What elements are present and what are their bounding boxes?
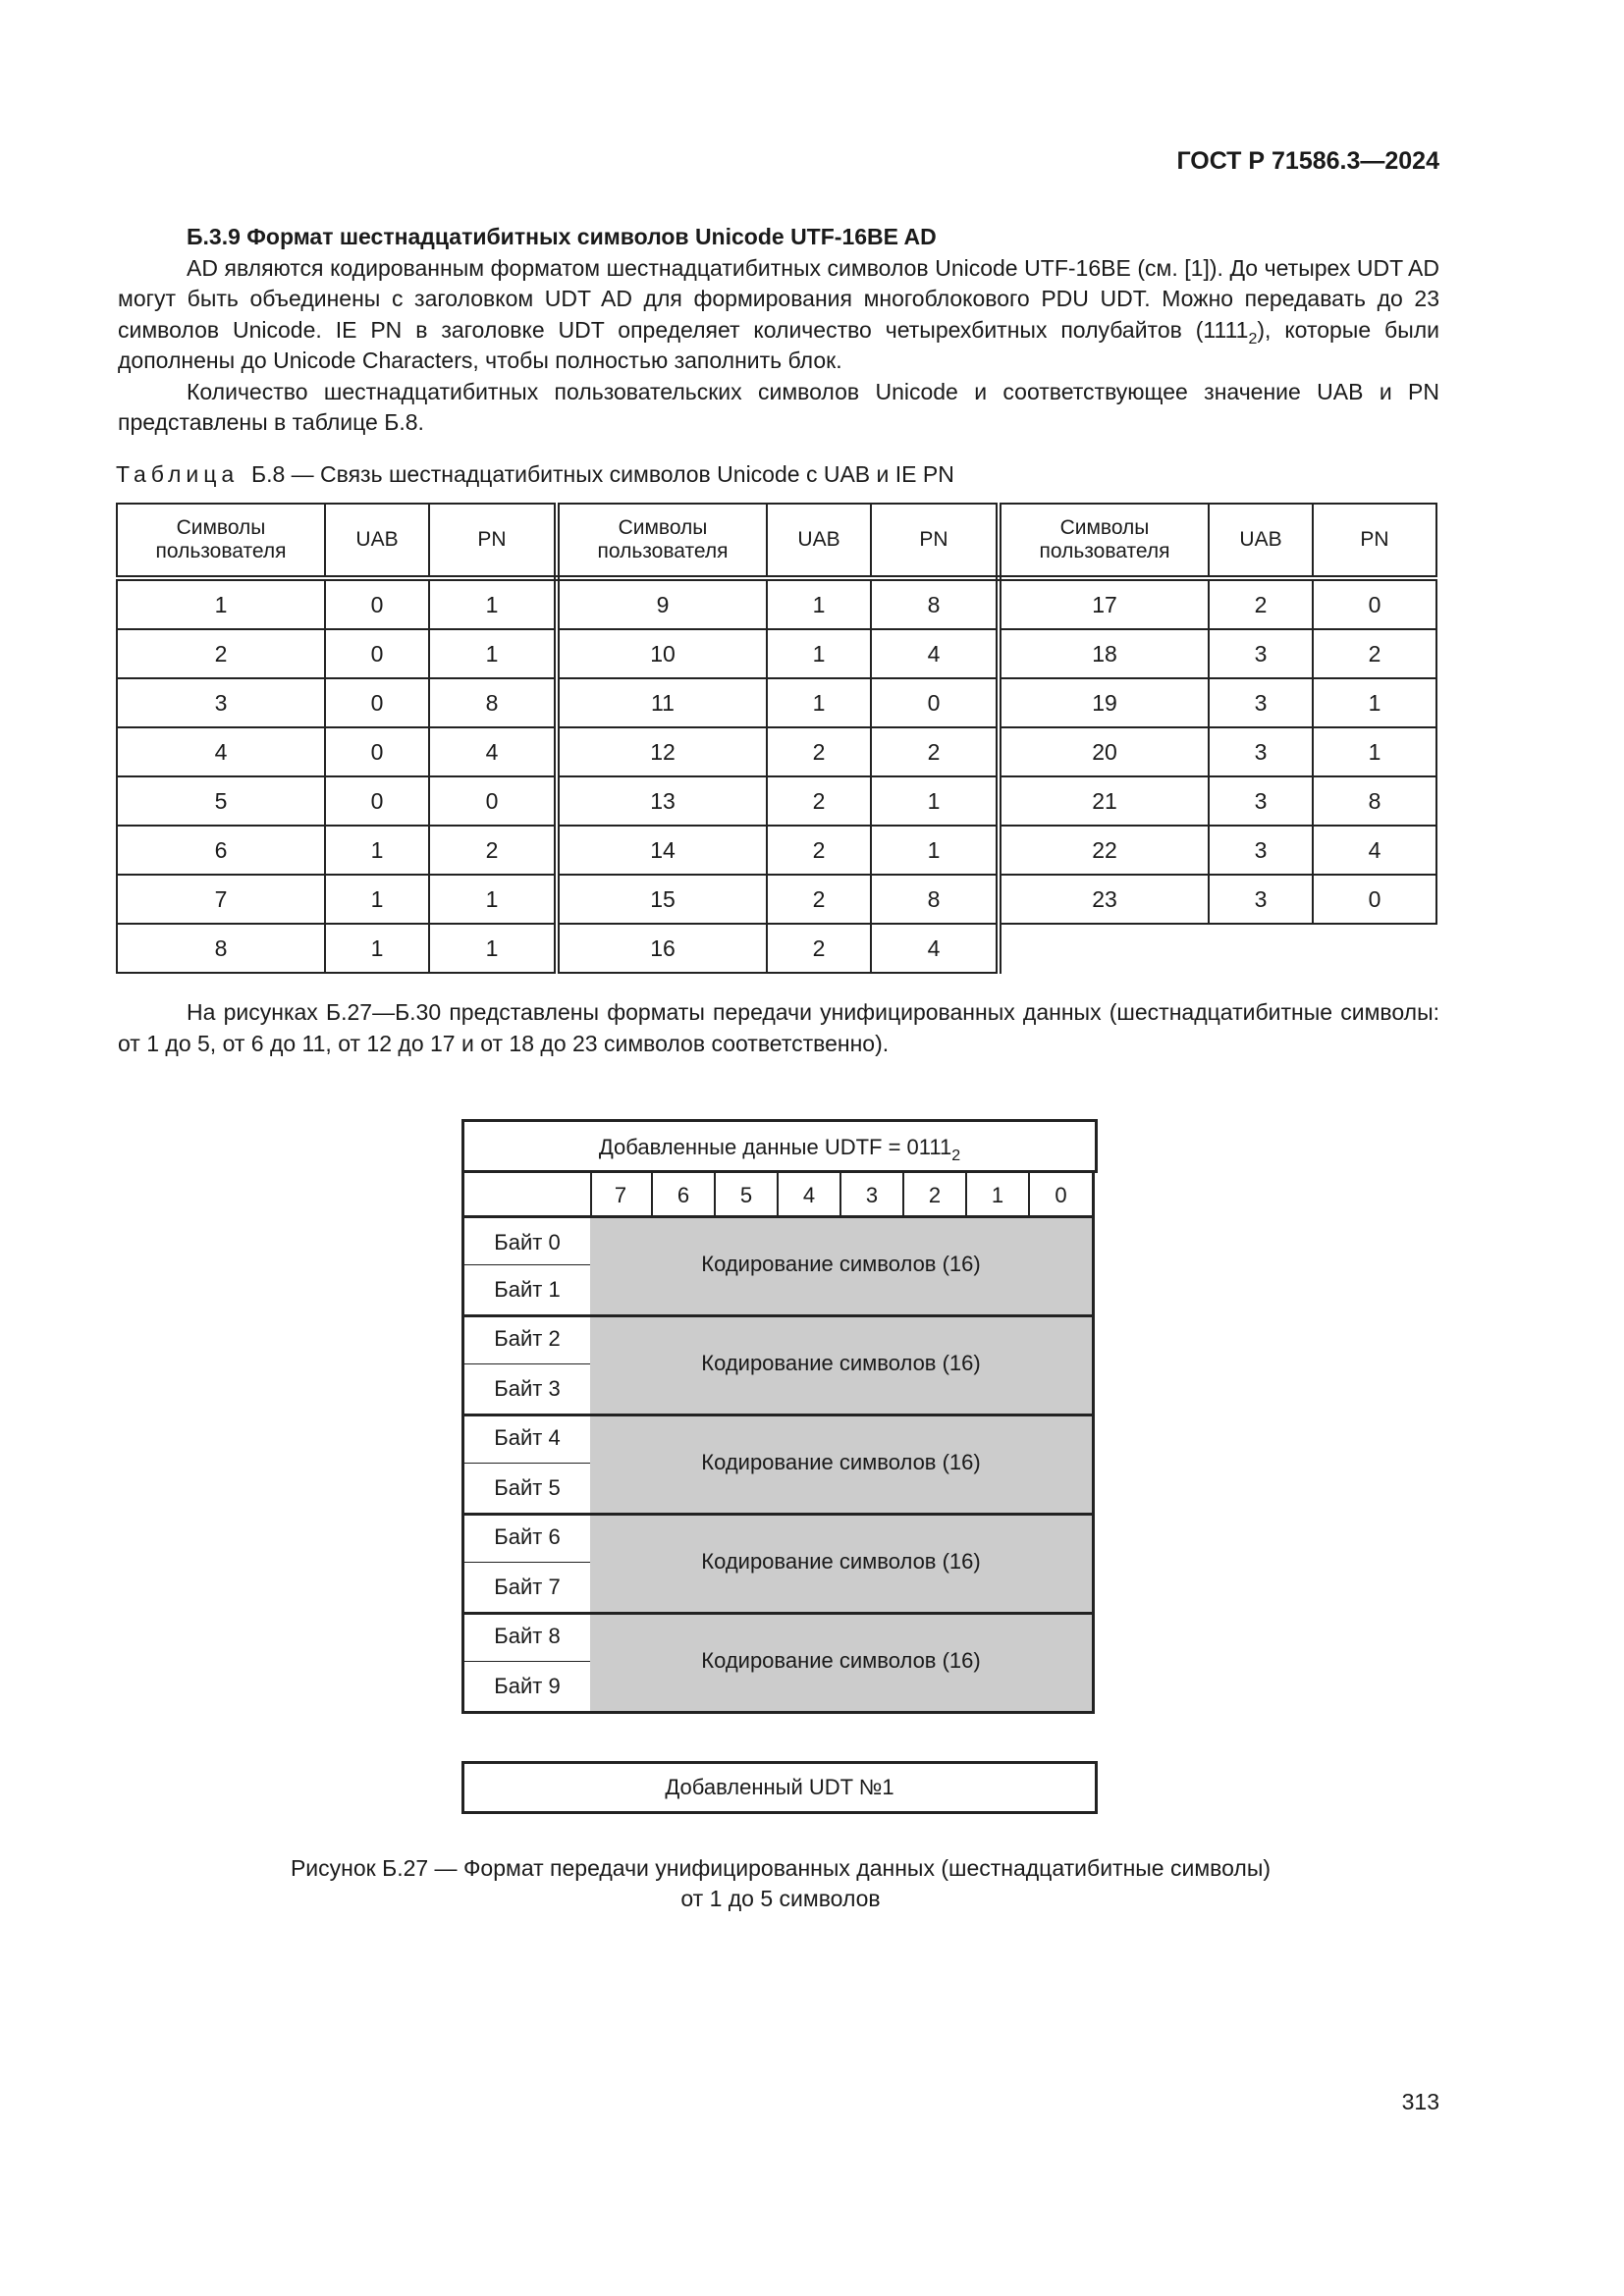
encoding-block: Кодирование символов (16) — [590, 1513, 1095, 1615]
table-cell: 2 — [429, 826, 557, 875]
table-cell: 20 — [999, 727, 1209, 776]
table-cell: 8 — [1313, 776, 1436, 826]
byte-label: Байт 1 — [461, 1264, 593, 1317]
table-cell: 2 — [767, 826, 871, 875]
table-cell: 3 — [117, 678, 325, 727]
table-row — [117, 727, 1436, 776]
table-cell: 4 — [1313, 826, 1436, 875]
table-cell: 3 — [1209, 727, 1313, 776]
added-udt-box: Добавленный UDT №1 — [461, 1761, 1098, 1814]
byte-label: Байт 3 — [461, 1363, 593, 1416]
document-header-id: ГОСТ Р 71586.3—2024 — [1176, 147, 1439, 175]
table-cell: 3 — [1209, 629, 1313, 678]
table-cell: 4 — [871, 629, 999, 678]
col-header-uab: UAB — [767, 504, 871, 578]
table-cell: 2 — [117, 629, 325, 678]
table-cell: 2 — [1209, 578, 1313, 629]
table-row — [117, 629, 1436, 678]
table-row — [117, 924, 1436, 973]
table-cell: 2 — [767, 924, 871, 973]
table-cell: 1 — [767, 678, 871, 727]
table-cell: 0 — [871, 678, 999, 727]
symbol-table — [116, 503, 1437, 974]
table-cell: 8 — [871, 578, 999, 629]
table-cell: 1 — [871, 826, 999, 875]
table-cell: 2 — [767, 727, 871, 776]
table-cell: 23 — [999, 875, 1209, 924]
table-cell: 7 — [117, 875, 325, 924]
table-cell: 1 — [429, 875, 557, 924]
table-cell: 1 — [429, 578, 557, 629]
bit-number-row — [461, 1170, 1098, 1215]
table-cell: 0 — [325, 776, 429, 826]
byte-label: Байт 8 — [461, 1612, 593, 1661]
col-header-symbols: Символы пользователя — [117, 504, 325, 578]
byte-label: Байт 0 — [461, 1215, 593, 1267]
col-header-symbols: Символы пользователя — [999, 504, 1209, 578]
table-cell: 22 — [999, 826, 1209, 875]
col-header-pn: PN — [871, 504, 999, 578]
col-header-pn: PN — [1313, 504, 1436, 578]
table-row — [117, 826, 1436, 875]
col-header-symbols: Символы пользователя — [557, 504, 767, 578]
figure-caption-line-2: от 1 до 5 символов — [680, 1886, 881, 1911]
transfer-format-diagram — [461, 1119, 1096, 1711]
table-cell: 19 — [999, 678, 1209, 727]
encoding-block: Кодирование символов (16) — [590, 1314, 1095, 1416]
table-cell: 1 — [117, 578, 325, 629]
table-cell: 1 — [767, 578, 871, 629]
table-cell: 12 — [557, 727, 767, 776]
table-cell: 1 — [767, 629, 871, 678]
table-cell: 17 — [999, 578, 1209, 629]
byte-label: Байт 6 — [461, 1513, 593, 1562]
encoding-block: Кодирование символов (16) — [590, 1612, 1095, 1714]
encoding-block: Кодирование символов (16) — [590, 1215, 1095, 1317]
col-header-uab: UAB — [1209, 504, 1313, 578]
paragraph-1: AD являются кодированным форматом шестнадцатибитных символов Unicode UTF-16BE (см. [1]). До четырех UDT AD могут быть объединены с заголовком UDT AD для формирования многоблокового PDU UDT. Можно передавать до 23 символов Unicode. IE PN в заголовке UDT определяет количество четырехбитных полубайтов $(1111_2)$, которые были дополнены до Unicode Characters, чтобы полностью заполнить блок. — [118, 254, 1440, 373]
bit-label: 1 — [967, 1170, 1030, 1218]
table-cell: 4 — [117, 727, 325, 776]
bit-label: 5 — [716, 1170, 779, 1218]
table-cell: 16 — [557, 924, 767, 973]
figure-caption — [226, 1853, 1335, 1914]
table-cell: 3 — [1209, 875, 1313, 924]
table-cell: 0 — [325, 678, 429, 727]
table-cell: 0 — [325, 727, 429, 776]
table-row — [117, 678, 1436, 727]
table-cell: 1 — [325, 875, 429, 924]
figure-caption-line-1: Рисунок Б.27 — Формат передачи унифицированных данных (шестнадцатибитные символы) — [290, 1855, 1272, 1881]
table-cell: 1 — [429, 924, 557, 973]
col-header-pn: PN — [429, 504, 557, 578]
table-cell: 0 — [325, 629, 429, 678]
table-cell: 4 — [871, 924, 999, 973]
section-b39 — [118, 222, 1439, 439]
byte-label: Байт 7 — [461, 1562, 593, 1615]
byte-label: Байт 2 — [461, 1314, 593, 1363]
bit-label: 4 — [779, 1170, 841, 1218]
table-cell: 3 — [1209, 776, 1313, 826]
table-caption: Таблица Б.8 — Связь шестнадцатибитных символов Unicode с UAB и IE PN — [116, 461, 954, 487]
table-cell: 21 — [999, 776, 1209, 826]
bit-label: 2 — [904, 1170, 967, 1218]
table-cell: 10 — [557, 629, 767, 678]
diagram-body — [461, 1215, 1098, 1711]
table-cell-empty — [999, 924, 1209, 973]
table-cell: 3 — [1209, 826, 1313, 875]
table-cell: 5 — [117, 776, 325, 826]
section-title: Б.3.9 Формат шестнадцатибитных символов Unicode UTF-16BE AD — [187, 224, 937, 249]
bit-label: 3 — [841, 1170, 904, 1218]
table-cell: 0 — [1313, 578, 1436, 629]
encoding-block: Кодирование символов (16) — [590, 1414, 1095, 1516]
table-header-row — [117, 504, 1436, 578]
paragraph-2: Количество шестнадцатибитных пользовательских символов Unicode и соответствующее значение UAB и PN представлены в таблице Б.8. — [118, 378, 1439, 435]
col-header-uab: UAB — [325, 504, 429, 578]
table-cell: 1 — [871, 776, 999, 826]
table-row — [117, 776, 1436, 826]
byte-label: Байт 4 — [461, 1414, 593, 1463]
table-cell: 13 — [557, 776, 767, 826]
table-cell: 2 — [871, 727, 999, 776]
table-cell: 14 — [557, 826, 767, 875]
diagram-header: Добавленные данные UDTF = $0111_2$ — [461, 1119, 1098, 1173]
table-row — [117, 578, 1436, 629]
bit-label: 0 — [1030, 1170, 1095, 1218]
table-cell-empty — [1209, 924, 1313, 973]
table-cell: 8 — [117, 924, 325, 973]
table-cell: 1 — [325, 826, 429, 875]
table-cell: 1 — [1313, 678, 1436, 727]
table-cell: 9 — [557, 578, 767, 629]
table-cell: 15 — [557, 875, 767, 924]
figures-intro-paragraph: На рисунках Б.27—Б.30 представлены форматы передачи унифицированных данных (шестнадцатибитные символы: от 1 до 5, от 6 до 11, от 12 до 17 и от 18 до 23 символов соответственно). — [118, 999, 1439, 1056]
byte-label: Байт 5 — [461, 1463, 593, 1516]
table-cell: 6 — [117, 826, 325, 875]
table-cell: 2 — [767, 875, 871, 924]
table-cell: 0 — [325, 578, 429, 629]
table-cell: 2 — [767, 776, 871, 826]
table-cell: 0 — [429, 776, 557, 826]
table-cell: 8 — [429, 678, 557, 727]
table-cell: 18 — [999, 629, 1209, 678]
table-cell: 8 — [871, 875, 999, 924]
bit-label: 7 — [590, 1170, 653, 1218]
table-cell: 1 — [429, 629, 557, 678]
bit-row-blank-cell — [461, 1170, 592, 1218]
table-cell: 1 — [325, 924, 429, 973]
table-cell-empty — [1313, 924, 1436, 973]
table-cell: 11 — [557, 678, 767, 727]
table-cell: 4 — [429, 727, 557, 776]
byte-label: Байт 9 — [461, 1661, 593, 1714]
table-row — [117, 875, 1436, 924]
bit-label: 6 — [653, 1170, 716, 1218]
table-cell: 0 — [1313, 875, 1436, 924]
table-cell: 1 — [1313, 727, 1436, 776]
page-number: 313 — [1401, 2089, 1439, 2114]
table-cell: 2 — [1313, 629, 1436, 678]
table-cell: 3 — [1209, 678, 1313, 727]
